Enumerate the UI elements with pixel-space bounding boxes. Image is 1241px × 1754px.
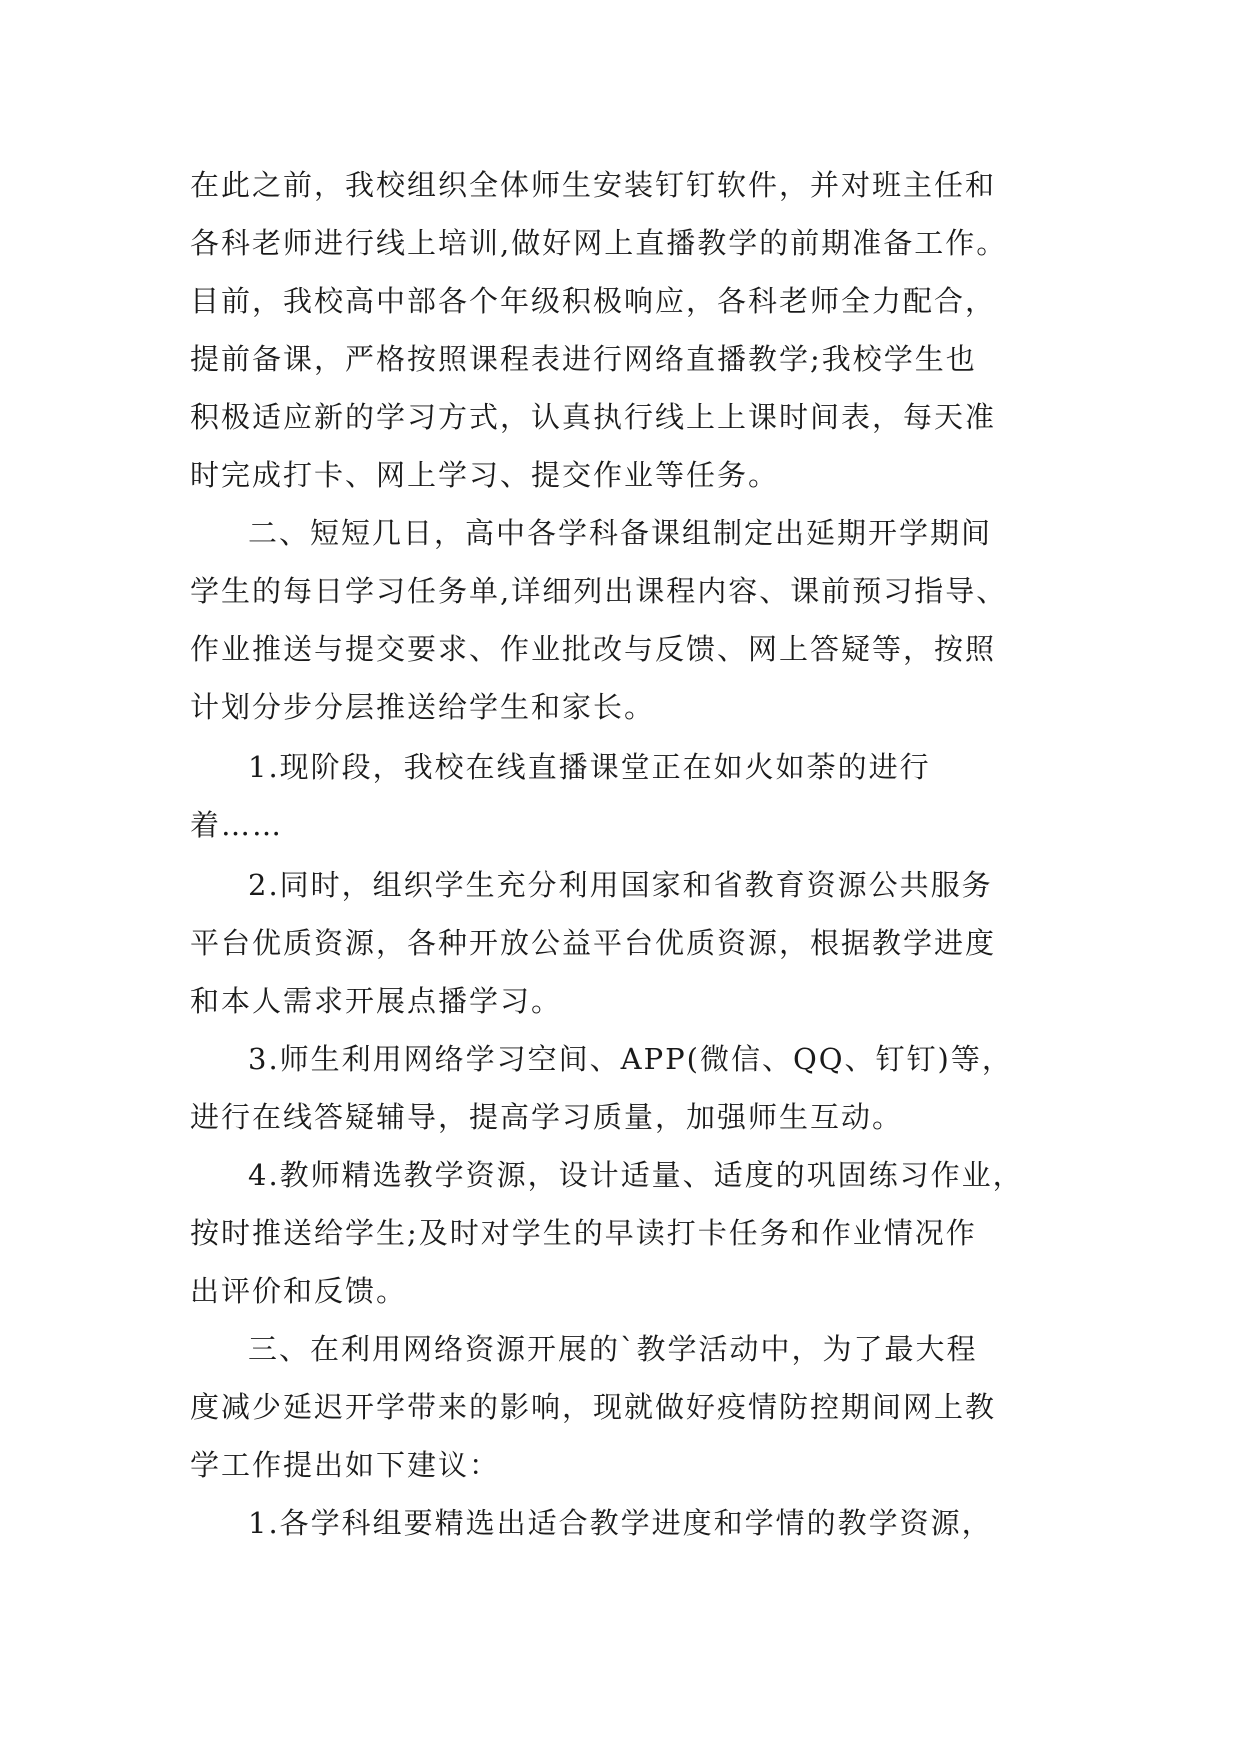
paragraph-start-line: 3.师生利用网络学习空间、APP(微信、QQ、钉钉)等， — [248, 1042, 1013, 1076]
text-line: 在此之前，我校组织全体师生安装钉钉软件，并对班主任和 — [190, 168, 997, 202]
text-line: 计划分步分层推送给学生和家长。 — [190, 690, 656, 724]
text-line: 进行在线答疑辅导，提高学习质量，加强师生互动。 — [190, 1100, 904, 1134]
text-line: 提前备课，严格按照课程表进行网络直播教学;我校学生也 — [190, 342, 977, 376]
text-line: 积极适应新的学习方式，认真执行线上上课时间表，每天准 — [190, 400, 997, 434]
text-line: 平台优质资源，各种开放公益平台优质资源，根据教学进度 — [190, 926, 997, 960]
text-line: 学工作提出如下建议： — [190, 1448, 501, 1482]
text-line: 学生的每日学习任务单,详细列出课程内容、课前预习指导、 — [190, 574, 1008, 608]
paragraph-start-line: 三、在利用网络资源开展的`教学活动中，为了最大程 — [248, 1332, 978, 1366]
paragraph-start-line: 2.同时，组织学生充分利用国家和省教育资源公共服务 — [248, 868, 993, 902]
text-line: 目前，我校高中部各个年级积极响应，各科老师全力配合， — [190, 284, 997, 318]
text-line: 出评价和反馈。 — [190, 1274, 408, 1308]
paragraph-start-line: 1.各学科组要精选出适合教学进度和学情的教学资源， — [248, 1506, 993, 1540]
text-line: 作业推送与提交要求、作业批改与反馈、网上答疑等，按照 — [190, 632, 997, 666]
text-line: 按时推送给学生;及时对学生的早读打卡任务和作业情况作 — [190, 1216, 977, 1250]
paragraph-start-line: 二、短短几日，高中各学科备课组制定出延期开学期间 — [248, 516, 993, 550]
paragraph-start-line: 4.教师精选教学资源，设计适量、适度的巩固练习作业， — [248, 1158, 1024, 1192]
text-line: 着…… — [190, 808, 284, 842]
paragraph-start-line: 1.现阶段，我校在线直播课堂正在如火如荼的进行 — [248, 750, 931, 784]
text-line: 和本人需求开展点播学习。 — [190, 984, 563, 1018]
text-line: 各科老师进行线上培训,做好网上直播教学的前期准备工作。 — [190, 226, 1008, 260]
text-line: 度减少延迟开学带来的影响，现就做好疫情防控期间网上教 — [190, 1390, 997, 1424]
text-line: 时完成打卡、网上学习、提交作业等任务。 — [190, 458, 780, 492]
